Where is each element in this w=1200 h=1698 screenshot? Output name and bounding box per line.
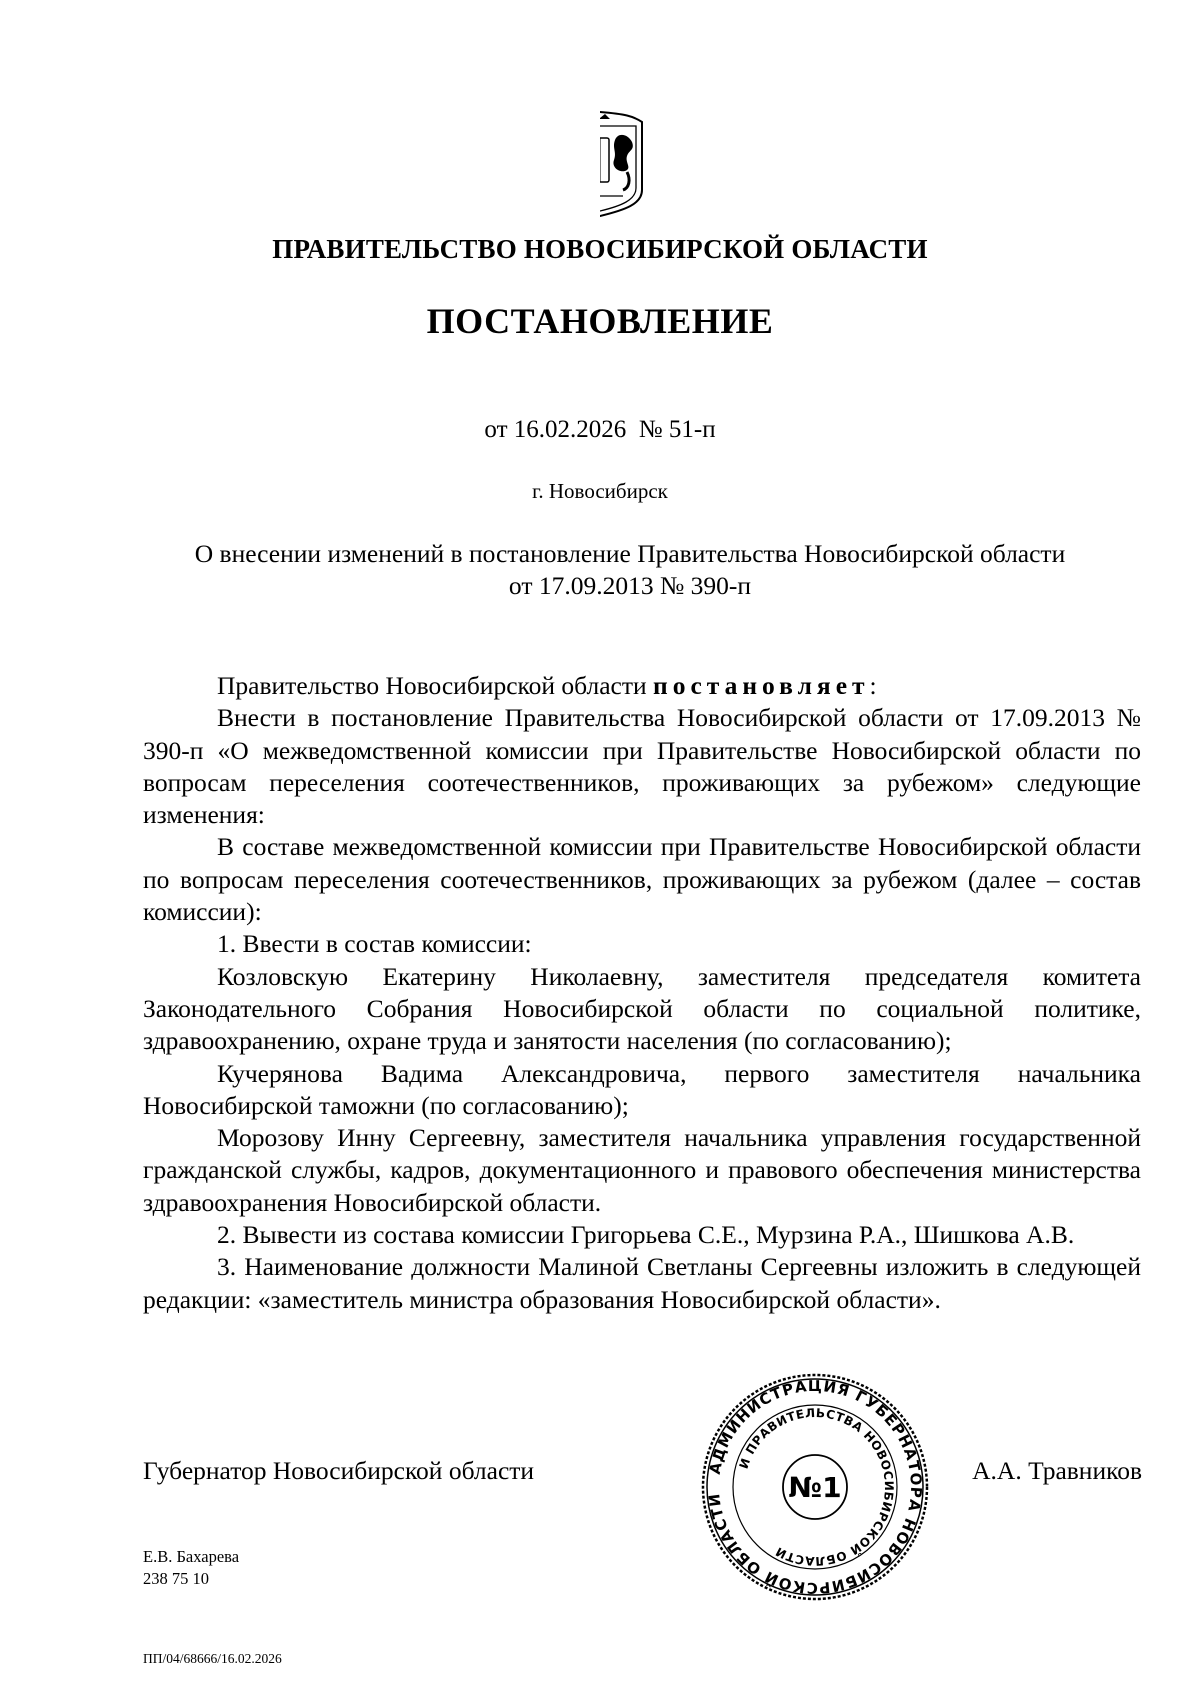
intro-keyword: постановляет xyxy=(653,671,870,700)
executor-phone: 238 75 10 xyxy=(143,1569,209,1588)
document-body xyxy=(143,670,1141,1316)
subject-line-1: О внесении изменений в постановление Правительства Новосибирской области xyxy=(194,539,1066,568)
signatory-position: Губернатор Новосибирской области xyxy=(143,1456,535,1485)
intro-suffix: : xyxy=(869,671,877,700)
official-seal-stamp xyxy=(700,1372,930,1602)
intro-prefix: Правительство Новосибирской области xyxy=(217,671,653,700)
seal-inner-text: И ПРАВИТЕЛЬСТВА НОВОСИБИРСКОЙ ОБЛАСТИ xyxy=(736,1405,897,1569)
seal-number: №1 xyxy=(788,1471,842,1504)
executor-info xyxy=(143,1546,239,1590)
seal-outer-text: АДМИНИСТРАЦИЯ ГУБЕРНАТОРА НОВОСИБИРСКОЙ ОБЛАСТИ xyxy=(705,1376,926,1598)
document-subject xyxy=(130,538,1130,602)
document-city: г. Новосибирск xyxy=(532,479,668,503)
document-type: ПОСТАНОВЛЕНИЕ xyxy=(426,301,774,341)
coat-of-arms-icon xyxy=(600,110,690,218)
document-date-number: от 16.02.2026 № 51-п xyxy=(484,416,716,443)
list-item-2: 2. Вывести из состава комиссии Григорьева С.Е., Мурзина Р.А., Шишкова А.В. xyxy=(217,1220,1075,1250)
member-entry-1: Козловскую Екатерину Николаевну, заместителя председателя комитета Законодательного Собрания Новосибирской области по социальной политике, здравоохранению, охране труда и занятости населения (по согласованию); xyxy=(143,961,1141,1056)
signatory-name: А.А. Травников xyxy=(972,1456,1142,1485)
intro-paragraph xyxy=(143,670,1141,702)
subject-line-2: от 17.09.2013 № 390-п xyxy=(508,571,752,600)
member-entry-3: Морозову Инну Сергеевну, заместителя начальника управления государственной гражданской службы, кадров, документационного и правового обеспечения министерства здравоохранения Новосибирской области. xyxy=(143,1123,1141,1217)
list-item-1: 1. Ввести в состав комиссии: xyxy=(217,929,532,959)
paragraph-amendment: Внести в постановление Правительства Новосибирской области от 17.09.2013 № 390-п «О межведомственной комиссии при Правительстве Новосибирской области по вопросам переселения соотечественников, проживающих за рубежом» следующие изменения: xyxy=(143,703,1141,830)
paragraph-composition: В составе межведомственной комиссии при Правительстве Новосибирской области по вопросам переселения соотечественников, проживающих за рубежом (далее – состав комиссии): xyxy=(143,832,1141,927)
executor-name: Е.В. Бахарева xyxy=(143,1547,240,1566)
registration-number: ПП/04/68666/16.02.2026 xyxy=(143,1651,282,1666)
member-entry-2: Кучерянова Вадима Александровича, первого заместителя начальника Новосибирской таможни (по согласованию); xyxy=(143,1058,1141,1120)
organization-title: ПРАВИТЕЛЬСТВО НОВОСИБИРСКОЙ ОБЛАСТИ xyxy=(272,234,928,264)
list-item-3: 3. Наименование должности Малиной Светланы Сергеевны изложить в следующей редакции: «заместитель министра образования Новосибирской области». xyxy=(143,1252,1141,1314)
